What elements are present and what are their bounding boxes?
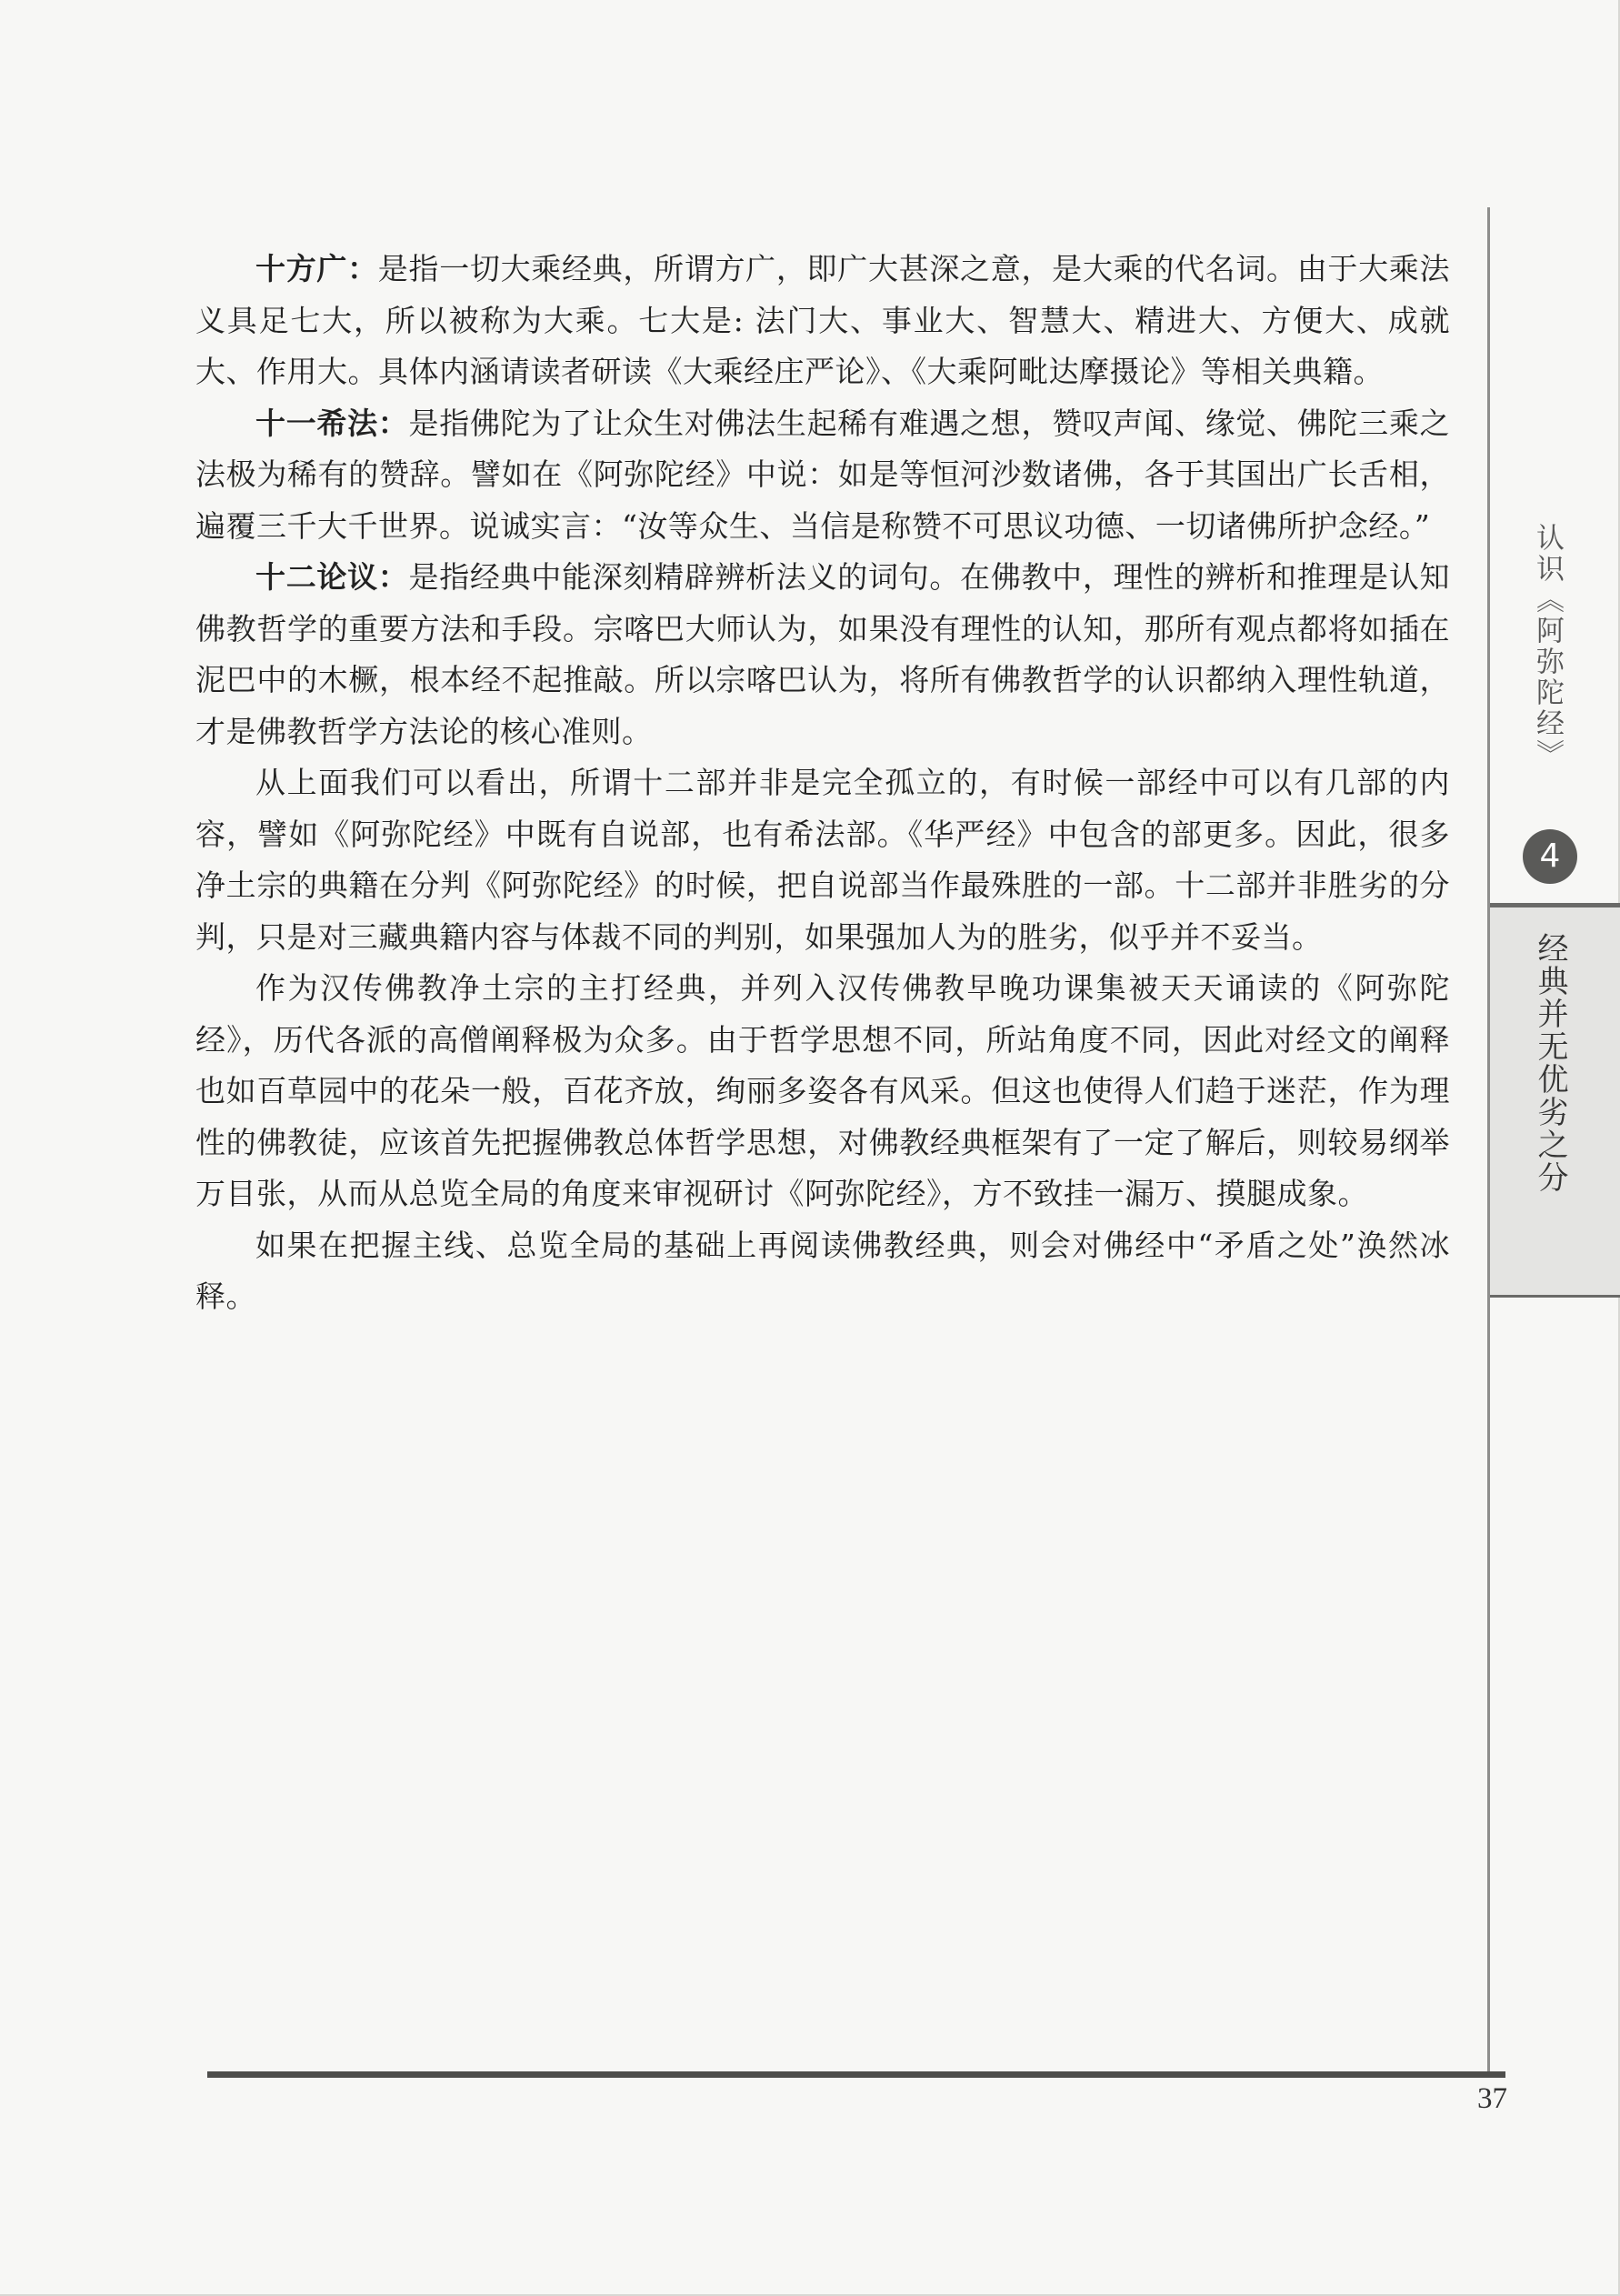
paragraph-text: 如果在把握主线、总览全局的基础上再阅读佛教经典，则会对佛经中“矛盾之处”涣然冰释。 bbox=[195, 1227, 1450, 1314]
term-label: 十二论议： bbox=[255, 559, 409, 595]
paragraph-6 bbox=[195, 1220, 1450, 1323]
paragraph-1 bbox=[195, 244, 1450, 398]
body-text bbox=[195, 244, 1450, 1323]
paragraph-text: 是指佛陀为了让众生对佛法生起稀有难遇之想，赞叹声闻、缘觉、佛陀三乘之法极为稀有的赞辞。譬如在《阿弥陀经》中说：如是等恒河沙数诸佛，各于其国出广长舌相，遍覆三千大千世界。说诚实言：“汝等众生、当信是称赞不可思议功德、一切诸佛所护念经。” bbox=[195, 405, 1451, 544]
paragraph-3 bbox=[195, 552, 1450, 757]
book-title-vertical: 认识《阿弥陀经》 bbox=[1531, 523, 1564, 770]
chapter-number-badge: 4 bbox=[1523, 829, 1577, 884]
paragraph-4 bbox=[195, 757, 1450, 963]
paragraph-5 bbox=[195, 963, 1450, 1220]
chapter-title-vertical: 经典并无优劣之分 bbox=[1532, 932, 1568, 1194]
paragraph-text: 作为汉传佛教净土宗的主打经典，并列入汉传佛教早晚功课集被天天诵读的《阿弥陀经》，历代各派的高僧阐释极为众多。由于哲学思想不同，所站角度不同，因此对经文的阐释也如百草园中的花朵一般，百花齐放，绚丽多姿各有风采。但这也使得人们趋于迷茫，作为理性的佛教徒，应该首先把握佛教总体哲学思想，对佛教经典框架有了一定了解后，则较易纲举万目张，从而从总览全局的角度来审视研讨《阿弥陀经》，方不致挂一漏万、摸腿成象。 bbox=[195, 970, 1450, 1211]
paragraph-text: 是指一切大乘经典，所谓方广，即广大甚深之意，是大乘的代名词。由于大乘法义具足七大，所以被称为大乘。七大是: 法门大、事业大、智慧大、精进大、方便大、成就大、作用大。具体内涵请读者研读《大乘经庄严论》、《大乘阿毗达摩摄论》等相关典籍。 bbox=[195, 251, 1451, 389]
term-label: 十一希法： bbox=[255, 405, 409, 441]
paragraph-text: 是指经典中能深刻精辟辨析法义的词句。在佛教中，理性的辨析和推理是认知佛教哲学的重要方法和手段。宗喀巴大师认为，如果没有理性的认知，那所有观点都将如插在泥巴中的木橛，根本经不起推敲。所以宗喀巴认为，将所有佛教哲学的认识都纳入理性轨道，才是佛教哲学方法论的核心准则。 bbox=[195, 559, 1451, 749]
paragraph-2 bbox=[195, 398, 1450, 553]
footer-rule bbox=[207, 2071, 1505, 2078]
term-label: 十方广： bbox=[255, 251, 378, 286]
page-number: 37 bbox=[1477, 2082, 1507, 2115]
paragraph-text: 从上面我们可以看出，所谓十二部并非是完全孤立的，有时候一部经中可以有几部的内容，譬如《阿弥陀经》中既有自说部，也有希法部。《华严经》中包含的部更多。因此，很多净土宗的典籍在分判《阿弥陀经》的时候，把自说部当作最殊胜的一部。十二部并非胜劣的分判，只是对三藏典籍内容与体裁不同的判别，如果强加人为的胜劣，似乎并不妥当。 bbox=[195, 765, 1450, 955]
